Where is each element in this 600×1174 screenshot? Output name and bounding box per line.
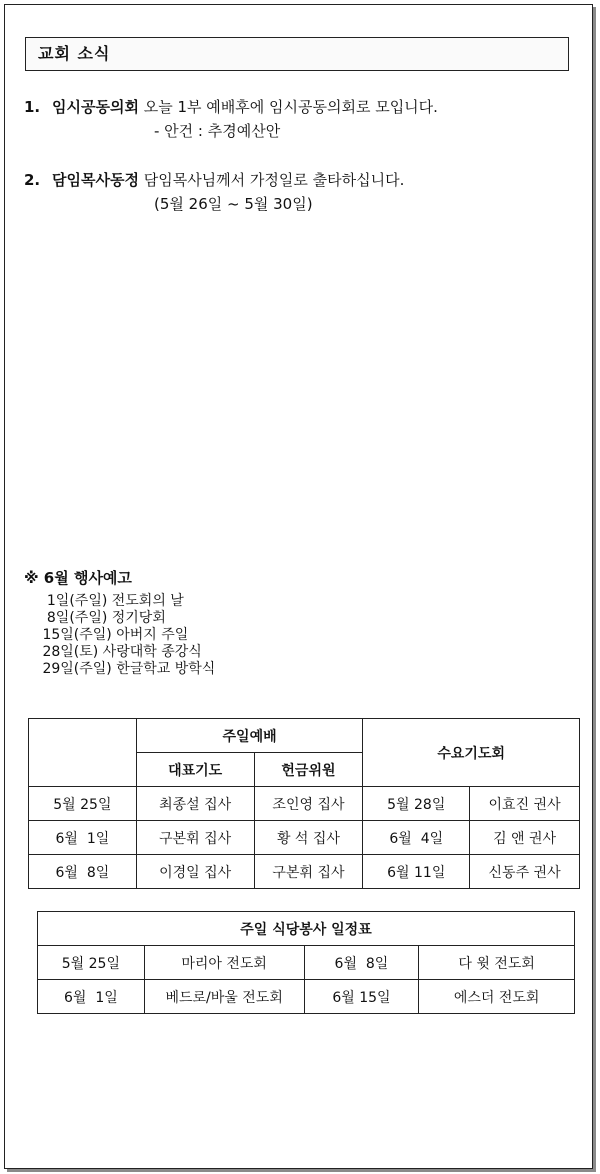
wednesday-leader-cell: 김 앤 권사: [470, 821, 580, 855]
empty-corner-cell: [29, 719, 137, 787]
table-row: [29, 821, 580, 855]
notice-1: [24, 95, 438, 140]
sunday-date-cell: 6월 1일: [29, 821, 137, 855]
sunday-date-cell: 5월 25일: [29, 787, 137, 821]
notice-text: 오늘 1부 예배후에 임시공동의회로 모입니다.: [138, 98, 438, 116]
notice-title: 담임목사동정: [52, 171, 139, 189]
prayer-column-header: 대표기도: [136, 753, 254, 787]
meal-date-cell: 5월 25일: [38, 946, 145, 980]
wednesday-leader-cell: 신동주 권사: [470, 855, 580, 889]
event-item: 15일(주일) 아버지 주일: [38, 627, 189, 643]
meal-table-title: 주일 식당봉사 일정표: [38, 912, 575, 946]
notice-number: 2.: [24, 171, 41, 189]
meal-team-cell: 마리아 전도회: [144, 946, 304, 980]
meal-service-table: [37, 911, 575, 1014]
event-item: 29일(주일) 한글학교 방학식: [38, 661, 216, 677]
table-row: [38, 946, 575, 980]
offering-cell: 구본휘 집사: [254, 855, 363, 889]
prayer-cell: 최종설 집사: [136, 787, 254, 821]
sunday-service-header: 주일예배: [136, 719, 363, 753]
wednesday-date-cell: 6월 11일: [363, 855, 470, 889]
prayer-cell: 구본휘 집사: [136, 821, 254, 855]
event-item: 8일(주일) 정기당회: [38, 610, 166, 626]
meal-date-cell: 6월 15일: [304, 980, 419, 1014]
sunday-date-cell: 6월 8일: [29, 855, 137, 889]
notice-detail: (5월 26일 ~ 5월 30일): [154, 195, 313, 213]
june-events: [24, 570, 215, 678]
meal-date-cell: 6월 8일: [304, 946, 419, 980]
prayer-cell: 이경일 집사: [136, 855, 254, 889]
meal-team-cell: 에스더 전도회: [419, 980, 575, 1014]
notice-text: 담임목사님께서 가정일로 출타하십니다.: [138, 171, 405, 189]
event-item: 28일(토) 사랑대학 종강식: [38, 644, 202, 660]
notice-detail: - 안건 : 추경예산안: [154, 122, 281, 140]
notice-2: [24, 168, 405, 213]
offering-cell: 황 석 집사: [254, 821, 363, 855]
section-header: 교회 소식: [25, 37, 569, 71]
offering-column-header: 헌금위원: [254, 753, 363, 787]
meal-team-cell: 다 윗 전도회: [419, 946, 575, 980]
service-table: [28, 718, 580, 889]
offering-cell: 조인영 집사: [254, 787, 363, 821]
wednesday-date-cell: 6월 4일: [363, 821, 470, 855]
table-row: [29, 855, 580, 889]
table-row: [38, 980, 575, 1014]
event-item: 1일(주일) 전도회의 날: [38, 593, 184, 609]
meal-team-cell: 베드로/바울 전도회: [144, 980, 304, 1014]
events-title: ※ 6월 행사예고: [24, 569, 132, 587]
notice-title: 임시공동의회: [52, 98, 139, 116]
notice-number: 1.: [24, 98, 41, 116]
wednesday-prayer-header: 수요기도회: [363, 719, 580, 787]
table-row: [29, 787, 580, 821]
wednesday-leader-cell: 이효진 권사: [470, 787, 580, 821]
wednesday-date-cell: 5월 28일: [363, 787, 470, 821]
meal-date-cell: 6월 1일: [38, 980, 145, 1014]
